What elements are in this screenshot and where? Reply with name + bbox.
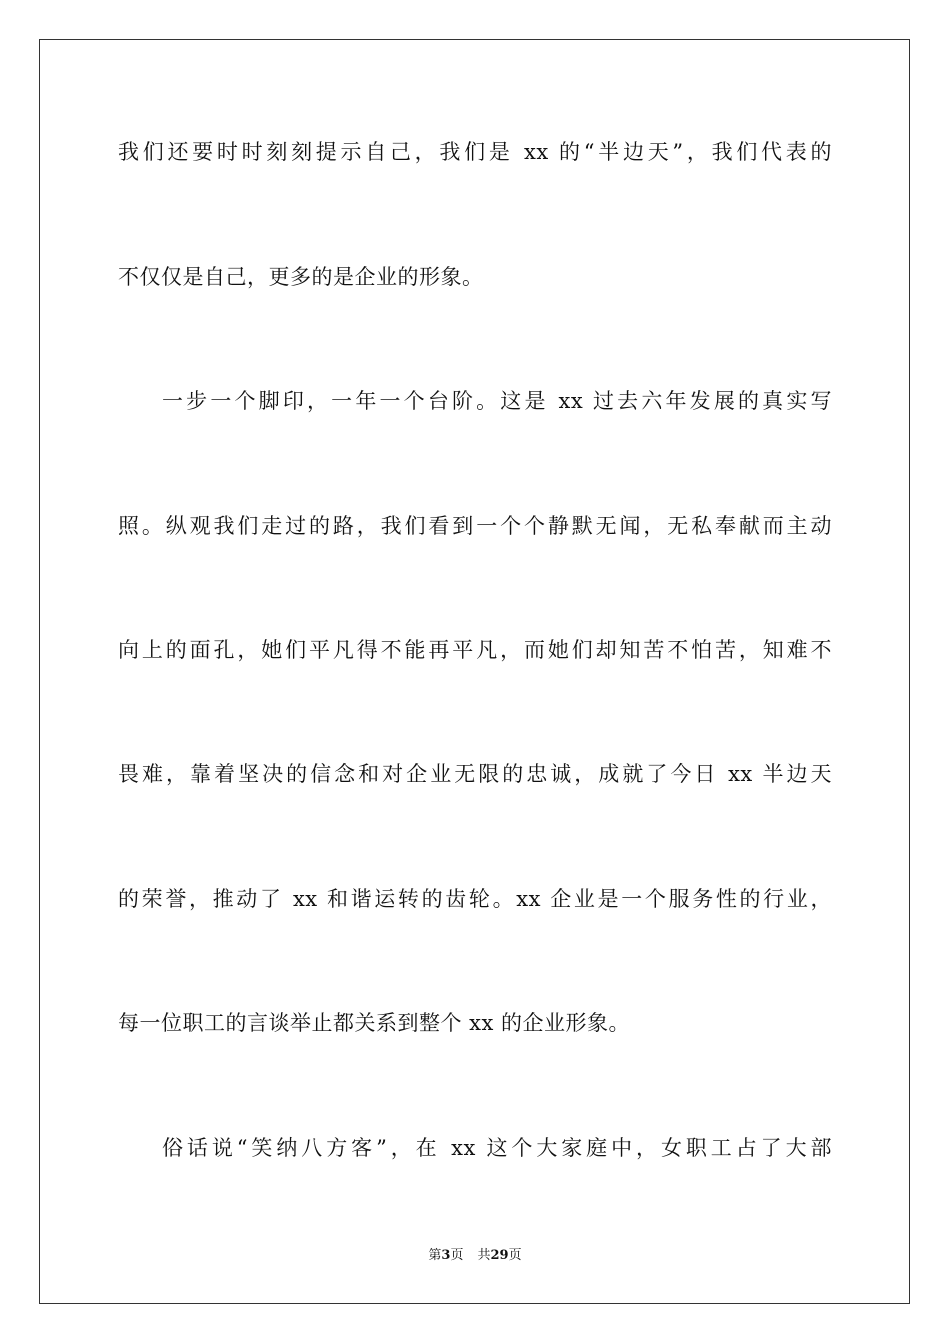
footer-total-pages: 29 [490, 1248, 509, 1263]
body-line-9: 俗话说“笑纳八方客”，在 xx 这个大家庭中，女职工占了大部 [162, 1136, 832, 1160]
body-line-4: 照。纵观我们走过的路，我们看到一个个静默无闻，无私奉献而主动 [118, 514, 832, 538]
footer-total-suffix: 页 [508, 1248, 522, 1263]
page-frame [39, 39, 910, 1304]
footer-page-prefix: 第 [428, 1248, 442, 1263]
footer-page-number: 3 [441, 1248, 451, 1263]
body-line-7: 的荣誉，推动了 xx 和谐运转的齿轮。xx 企业是一个服务性的行业， [118, 887, 832, 911]
body-line-5: 向上的面孔，她们平凡得不能再平凡，而她们却知苦不怕苦，知难不 [118, 638, 832, 662]
footer-page-suffix: 页 [450, 1248, 464, 1263]
body-line-1: 我们还要时时刻刻提示自己，我们是 xx 的“半边天”，我们代表的 [118, 140, 832, 164]
footer-total-prefix: 共 [477, 1248, 491, 1263]
page-footer [0, 1247, 950, 1265]
body-line-2: 不仅仅是自己，更多的是企业的形象。 [118, 265, 484, 289]
body-line-8: 每一位职工的言谈举止都关系到整个 xx 的企业形象。 [118, 1011, 631, 1035]
body-line-6: 畏难，靠着坚决的信念和对企业无限的忠诚，成就了今日 xx 半边天 [118, 762, 832, 786]
body-line-3: 一步一个脚印，一年一个台阶。这是 xx 过去六年发展的真实写 [162, 389, 832, 413]
